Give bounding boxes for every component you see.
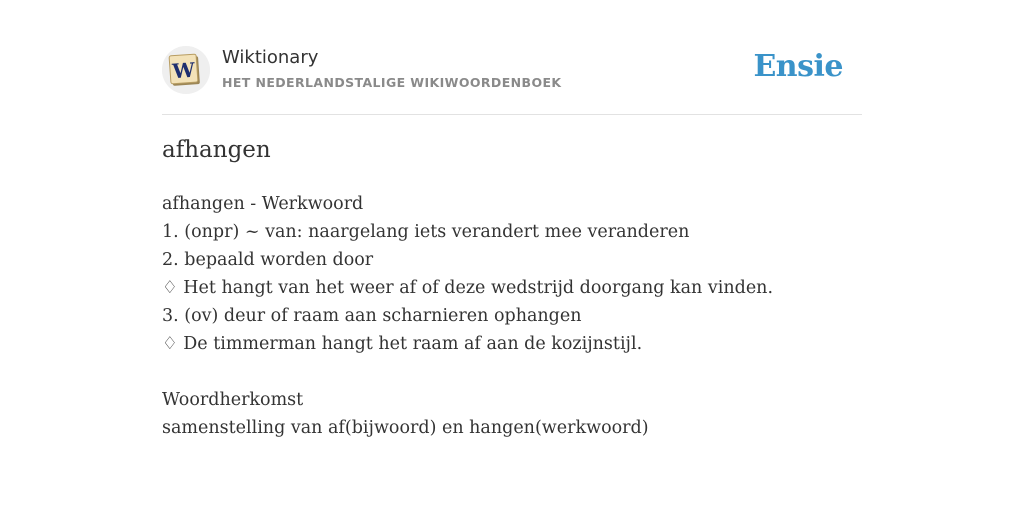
- section-spacer: [162, 358, 862, 386]
- etymology-text: samenstelling van af(bijwoord) en hangen(werkwoord): [162, 418, 649, 438]
- site-subtitle: HET NEDERLANDSTALIGE WIKIWOORDENBOEK: [222, 75, 562, 90]
- site-header: [162, 44, 862, 115]
- logo-letter: W: [171, 57, 196, 84]
- ensie-logo-link[interactable]: Ensie: [753, 49, 843, 84]
- etymology-heading: Woordherkomst: [162, 390, 304, 410]
- page-title: afhangen: [162, 137, 271, 163]
- meaning-1: 1. (onpr) ~ van: naargelang iets verandert mee veranderen: [162, 222, 690, 242]
- word-class-line: afhangen - Werkwoord: [162, 194, 364, 214]
- wiktionary-logo-icon[interactable]: [162, 46, 210, 94]
- site-title[interactable]: Wiktionary: [222, 47, 319, 68]
- meaning-2: 2. bepaald worden door: [162, 250, 374, 270]
- example-2: ♢ De timmerman hangt het raam af aan de kozijnstijl.: [162, 334, 643, 354]
- meaning-3: 3. (ov) deur of raam aan scharnieren ophangen: [162, 306, 582, 326]
- definition-body: [162, 190, 862, 442]
- example-1: ♢ Het hangt van het weer af of deze wedstrijd doorgang kan vinden.: [162, 278, 774, 298]
